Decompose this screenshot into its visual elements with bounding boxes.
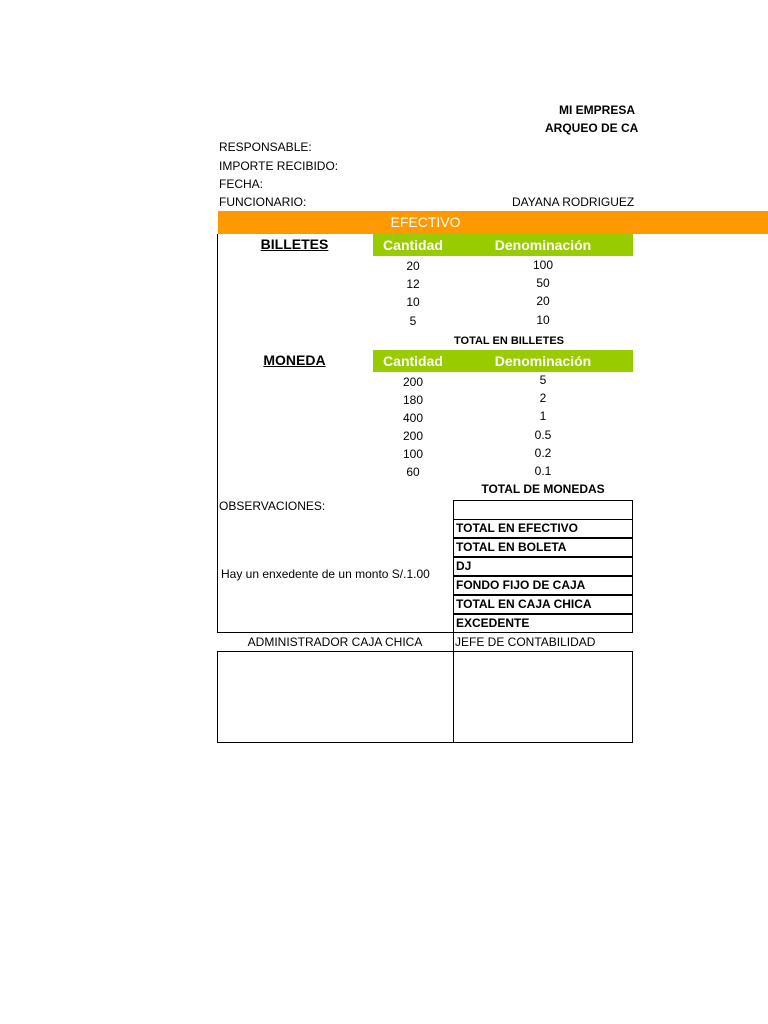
dj-cell: DJ: [453, 557, 633, 576]
billetes-denom: 50: [536, 276, 550, 290]
company-name: MI EMPRESA: [559, 103, 636, 117]
section-left-border: [217, 234, 218, 632]
observaciones-label: OBSERVACIONES:: [219, 499, 326, 513]
efectivo-band: [218, 211, 768, 234]
moneda-qty: 60: [406, 465, 420, 479]
administrador-signature-box: [217, 651, 454, 743]
total-monedas-label: TOTAL DE MONEDAS: [481, 482, 605, 496]
billetes-qty: 20: [406, 259, 420, 273]
totals-blank-cell: [453, 500, 633, 520]
billetes-denom: 100: [532, 258, 554, 272]
observaciones-text: Hay un enxedente de un monto S/.1.00: [221, 567, 430, 581]
total-billetes-label: TOTAL EN BILLETES: [454, 335, 565, 347]
funcionario-value: DAYANA RODRIGUEZ: [512, 195, 635, 209]
moneda-denom: 0.5: [534, 428, 552, 442]
moneda-denominacion-header: Denominación: [453, 350, 633, 372]
billetes-denom: 20: [536, 294, 550, 308]
total-efectivo-cell: TOTAL EN EFECTIVO: [453, 519, 633, 538]
responsable-label: RESPONSABLE:: [219, 140, 312, 154]
importe-recibido-label: IMPORTE RECIBIDO:: [219, 159, 339, 173]
billetes-denom: 10: [536, 313, 550, 327]
jefe-signature-box: [453, 651, 633, 743]
fondo-fijo-cell: FONDO FIJO DE CAJA: [453, 576, 633, 595]
total-caja-chica-cell: TOTAL EN CAJA CHICA: [453, 595, 633, 614]
moneda-title: MONEDA: [263, 352, 326, 368]
excedente-cell: EXCEDENTE: [453, 614, 633, 633]
signature-top-border: [217, 632, 633, 633]
moneda-qty: 200: [402, 429, 424, 443]
moneda-denom: 0.1: [534, 464, 552, 478]
billetes-qty: 10: [406, 295, 420, 309]
billetes-cantidad-header: Cantidad: [373, 234, 453, 256]
total-boleta-cell: TOTAL EN BOLETA: [453, 538, 633, 557]
billetes-qty: 12: [406, 277, 420, 291]
moneda-denom: 1: [539, 409, 547, 423]
billetes-title: BILLETES: [260, 236, 329, 252]
fecha-label: FECHA:: [219, 177, 264, 191]
administrador-label: ADMINISTRADOR CAJA CHICA: [247, 635, 423, 649]
billetes-denominacion-header: Denominación: [453, 234, 633, 256]
signature-header-divider: [453, 632, 454, 652]
moneda-qty: 200: [402, 375, 424, 389]
funcionario-label: FUNCIONARIO:: [219, 195, 307, 209]
moneda-denom: 0.2: [534, 446, 552, 460]
document-title: ARQUEO DE CA: [545, 121, 639, 135]
moneda-denom: 2: [539, 391, 547, 405]
moneda-denom: 5: [539, 373, 547, 387]
efectivo-label: EFECTIVO: [390, 214, 461, 230]
moneda-qty: 100: [402, 447, 424, 461]
billetes-qty: 5: [409, 314, 417, 328]
moneda-cantidad-header: Cantidad: [373, 350, 453, 372]
jefe-contabilidad-label: JEFE DE CONTABILIDAD: [455, 635, 596, 649]
moneda-qty: 400: [402, 411, 424, 425]
moneda-qty: 180: [402, 393, 424, 407]
